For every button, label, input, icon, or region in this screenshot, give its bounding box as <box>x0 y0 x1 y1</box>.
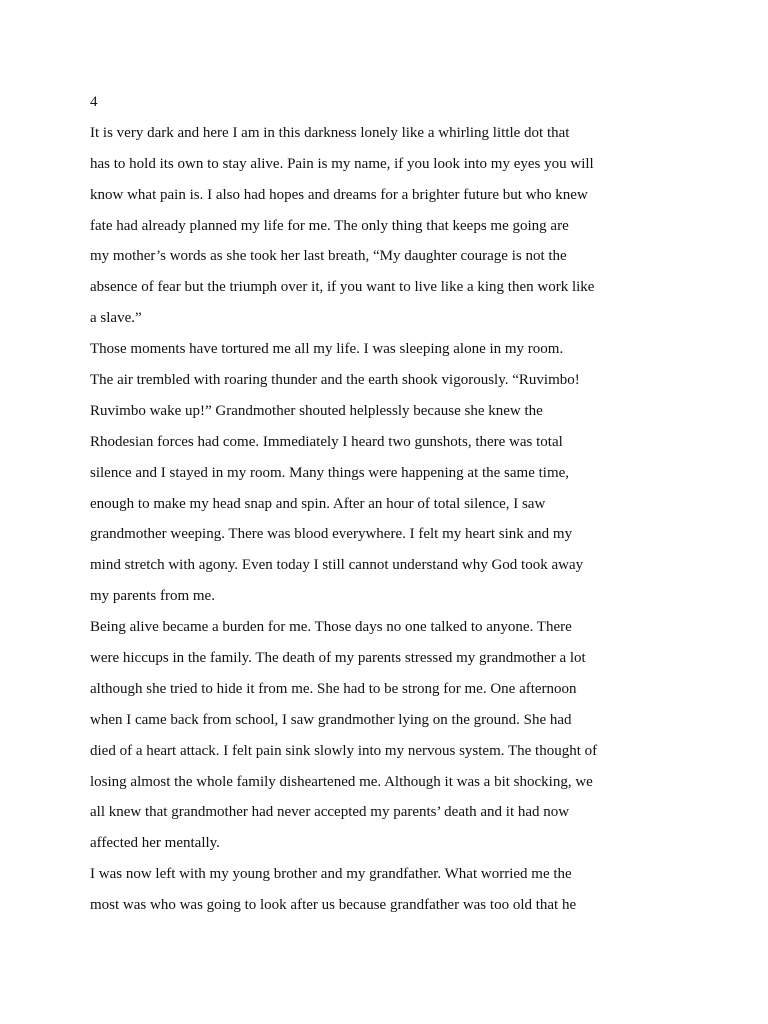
text-line: Rhodesian forces had come. Immediately I heard two gunshots, there was total <box>90 433 563 450</box>
text-line: fate had already planned my life for me. The only thing that keeps me going are <box>90 217 569 234</box>
text-line: losing almost the whole family disheartened me. Although it was a bit shocking, we <box>90 773 593 790</box>
text-line: a slave.” <box>90 310 142 327</box>
text-line: although she tried to hide it from me. She had to be strong for me. One afternoon <box>90 680 577 697</box>
text-line: enough to make my head snap and spin. After an hour of total silence, I saw <box>90 495 546 512</box>
text-line: has to hold its own to stay alive. Pain is my name, if you look into my eyes you will <box>90 155 594 172</box>
text-line: when I came back from school, I saw grandmother lying on the ground. She had <box>90 711 572 728</box>
text-line: Those moments have tortured me all my life. I was sleeping alone in my room. <box>90 341 564 358</box>
text-line: affected her mentally. <box>90 835 220 852</box>
text-line: were hiccups in the family. The death of my parents stressed my grandmother a lot <box>90 650 586 667</box>
page-number: 4 <box>90 94 98 110</box>
text-line: most was who was going to look after us because grandfather was too old that he <box>90 897 577 914</box>
text-line: Ruvimbo wake up!” Grandmother shouted helplessly because she knew the <box>90 402 543 419</box>
text-line: mind stretch with agony. Even today I still cannot understand why God took away <box>90 557 584 574</box>
text-line: all knew that grandmother had never accepted my parents’ death and it had now <box>90 804 570 821</box>
text-line: The air trembled with roaring thunder and the earth shook vigorously. “Ruvimbo! <box>90 372 580 389</box>
text-line: know what pain is. I also had hopes and dreams for a brighter future but who knew <box>90 186 588 203</box>
text-line: It is very dark and here I am in this darkness lonely like a whirling little dot that <box>90 124 570 141</box>
text-line: Being alive became a burden for me. Those days no one talked to anyone. There <box>90 619 572 636</box>
text-line: my mother’s words as she took her last breath, “My daughter courage is not the <box>90 248 567 265</box>
text-line: died of a heart attack. I felt pain sink slowly into my nervous system. The thought of <box>90 742 598 759</box>
text-line: silence and I stayed in my room. Many things were happening at the same time, <box>90 464 570 481</box>
text-line: grandmother weeping. There was blood everywhere. I felt my heart sink and my <box>90 526 573 543</box>
text-line: absence of fear but the triumph over it, if you want to live like a king then work like <box>90 279 595 296</box>
text-line: I was now left with my young brother and my grandfather. What worried me the <box>90 866 572 883</box>
body-text <box>90 87 710 921</box>
text-line: my parents from me. <box>90 588 215 605</box>
